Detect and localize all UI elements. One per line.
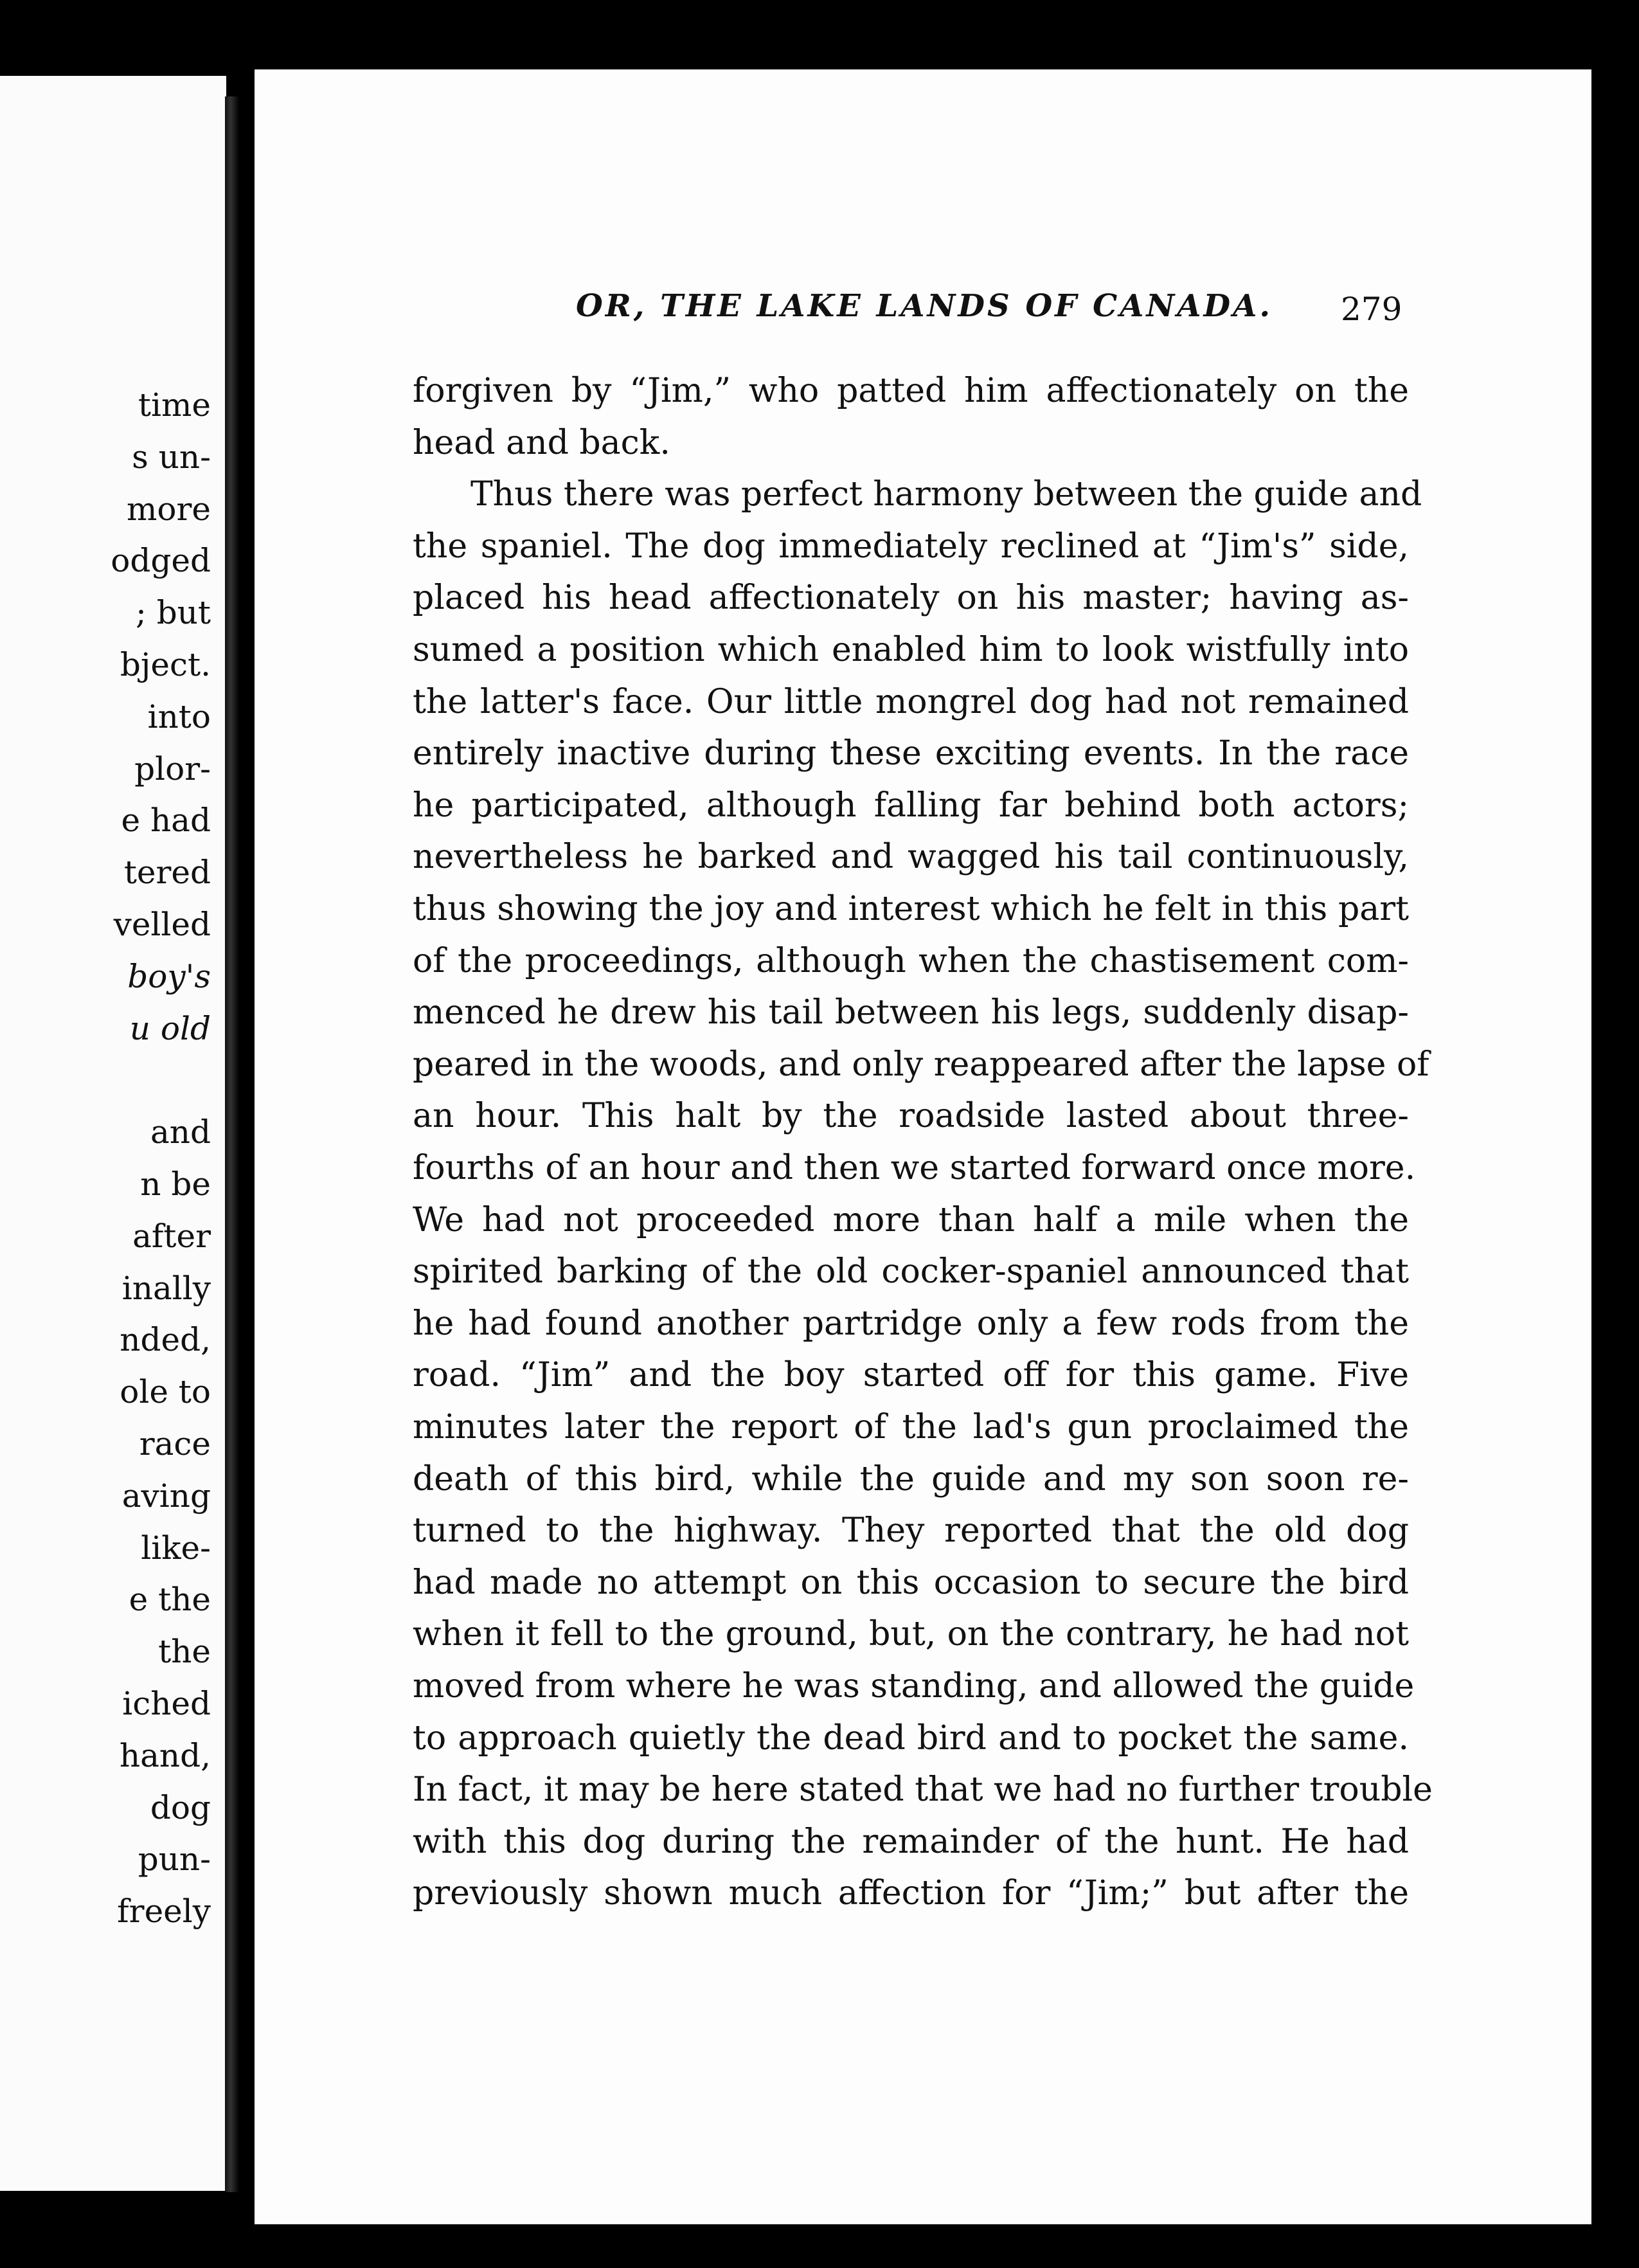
left-page-fragment: aving (121, 1477, 211, 1515)
body-text-line: previously shown much affection for “Jim;” but after the (413, 1874, 1409, 1913)
left-page-fragment: after (132, 1217, 211, 1255)
body-text-line: peared in the woods, and only reappeared after the lapse of (413, 1045, 1429, 1084)
left-page-fragment: the (158, 1633, 211, 1671)
left-page-fragment: hand, (119, 1736, 211, 1774)
left-page-fragment: plor- (134, 750, 211, 788)
left-page-fragment: velled (113, 906, 211, 943)
left-page-fragment: e the (129, 1581, 211, 1619)
right-page (255, 69, 1591, 2224)
left-page-fragment: ole to (120, 1373, 211, 1411)
body-text-line: death of this bird, while the guide and my son soon re- (413, 1459, 1409, 1498)
body-text-line: of the proceedings, although when the chastisement com- (413, 941, 1409, 980)
body-text-line: to approach quietly the dead bird and to pocket the same. (413, 1718, 1409, 1758)
page-number: 279 (1341, 291, 1402, 328)
body-text-line: menced he drew his tail between his legs, suddenly disap- (413, 993, 1409, 1032)
body-text-line: head and back. (413, 423, 670, 462)
body-text-line: fourths of an hour and then we started forward once more. (413, 1149, 1416, 1187)
left-page-fragment: freely (117, 1893, 211, 1931)
body-text-line: had made no attempt on this occasion to secure the bird (413, 1563, 1409, 1602)
left-page-fragment: pun- (138, 1841, 211, 1878)
left-page-fragment: like- (141, 1529, 211, 1567)
left-page-fragment: odged (111, 542, 211, 580)
body-text-line: nevertheless he barked and wagged his tail continuously, (413, 838, 1409, 877)
left-page-fragment: e had (121, 802, 211, 840)
body-text-line: In fact, it may be here stated that we had no further trouble (413, 1770, 1433, 1810)
body-text-line: Thus there was perfect harmony between the guide and (470, 475, 1422, 514)
left-page-fragment: ; but (135, 594, 211, 632)
left-page-fragment: iched (122, 1685, 211, 1722)
body-text-line: he had found another partridge only a few rods from the (413, 1304, 1409, 1343)
body-text-line: road. “Jim” and the boy started off for this game. Five (413, 1356, 1409, 1395)
left-page-fragment: u old (129, 1009, 211, 1047)
body-text-line: the latter's face. Our little mongrel dog had not remained (413, 682, 1409, 721)
left-page-fragment: boy's (127, 957, 211, 995)
left-page-fragment: time (138, 386, 211, 424)
left-page-fragment: inally (121, 1269, 211, 1307)
left-page-fragment: n be (140, 1166, 211, 1203)
left-page-fragment: into (147, 698, 211, 735)
body-text-line: We had not proceeded more than half a mile when the (413, 1200, 1409, 1239)
body-text-line: thus showing the joy and interest which he felt in this part (413, 890, 1409, 928)
running-head: OR, THE LAKE LANDS OF CANADA. (576, 288, 1273, 324)
body-text-line: he participated, although falling far behind both actors; (413, 786, 1409, 825)
left-page-fragment: s un- (132, 438, 211, 476)
body-text-line: sumed a position which enabled him to look wistfully into (413, 631, 1409, 669)
body-text-line: with this dog during the remainder of the hunt. He had (413, 1822, 1409, 1861)
left-page-fragment: and (150, 1113, 211, 1151)
left-page-fragment: tered (123, 854, 211, 892)
body-text-line: turned to the highway. They reported that the old dog (413, 1511, 1409, 1551)
body-text-line: an hour. This halt by the roadside lasted about three- (413, 1097, 1409, 1136)
left-page-fragment: dog (150, 1788, 211, 1826)
body-text-line: minutes later the report of the lad's gun proclaimed the (413, 1408, 1409, 1446)
left-page-fragment: more (126, 490, 211, 528)
body-text-line: spirited barking of the old cocker-spaniel announced that (413, 1252, 1409, 1292)
body-text-line: forgiven by “Jim,” who patted him affectionately on the (413, 372, 1409, 410)
body-text-line: entirely inactive during these exciting events. In the race (413, 734, 1409, 773)
body-text-line: moved from where he was standing, and allowed the guide (413, 1667, 1415, 1706)
left-page-fragment: nded, (120, 1321, 211, 1359)
body-text-line: when it fell to the ground, but, on the contrary, he had not (413, 1615, 1409, 1654)
left-page-fragment: bject. (120, 646, 211, 683)
body-text-line: placed his head affectionately on his master; having as- (413, 579, 1409, 618)
body-text-line: the spaniel. The dog immediately reclined at “Jim's” side, (413, 526, 1409, 566)
left-page-fragment: race (139, 1425, 211, 1462)
